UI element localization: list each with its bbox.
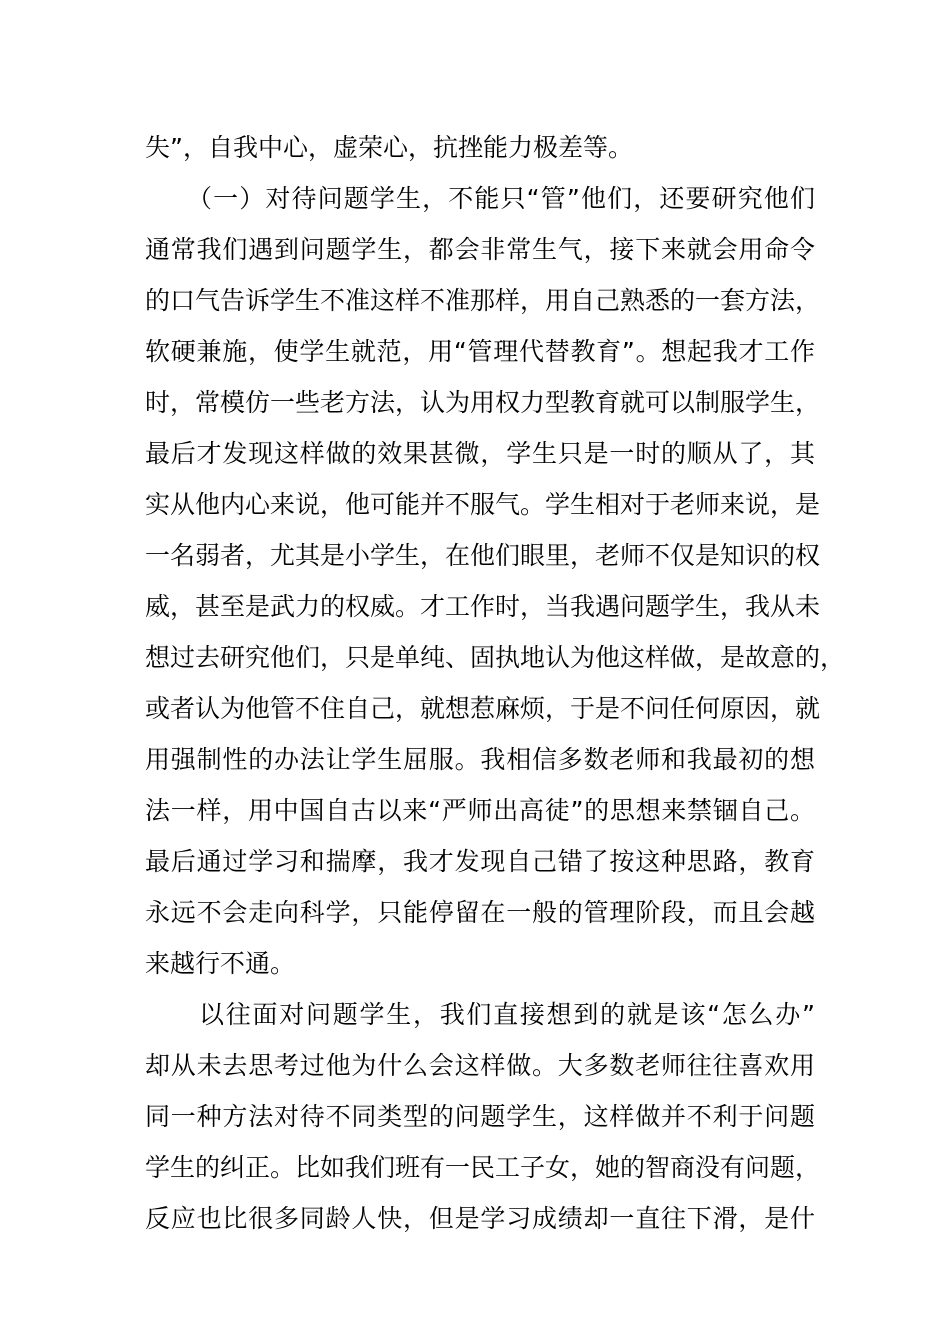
- text-line: 永远不会走向科学，只能停留在一般的管理阶段，而且会越: [145, 898, 815, 927]
- text-line: 或者认为他管不住自己，就想惹麻烦，于是不问任何原因，就: [145, 694, 821, 723]
- text-line: 反应也比很多同龄人快，但是学习成绩却一直往下滑，是什: [145, 1204, 815, 1233]
- text-line: 软硬兼施，使学生就范，用“管理代替教育”。想起我才工作: [145, 337, 815, 366]
- text-line: 却从未去思考过他为什么会这样做。大多数老师往往喜欢用: [145, 1051, 815, 1080]
- text-line: 威，甚至是武力的权威。才工作时，当我遇问题学生，我从未: [145, 592, 821, 621]
- text-line: 的口气告诉学生不准这样不准那样，用自己熟悉的一套方法，: [145, 286, 821, 315]
- text-line: 最后才发现这样做的效果甚微，学生只是一时的顺从了，其: [145, 439, 815, 468]
- body-text: [145, 128, 846, 1250]
- paragraph-start-line: 以往面对问题学生，我们直接想到的就是该“怎么办”: [199, 1000, 815, 1029]
- text-line: 用强制性的办法让学生屈服。我相信多数老师和我最初的想: [145, 745, 815, 774]
- text-line: 实从他内心来说，他可能并不服气。学生相对于老师来说，是: [145, 490, 821, 519]
- text-line: 失”，自我中心，虚荣心，抗挫能力极差等。: [145, 133, 633, 162]
- text-line: 法一样，用中国自古以来“严师出高徒”的思想来禁锢自己。: [145, 796, 815, 825]
- text-line: 学生的纠正。比如我们班有一民工子女，她的智商没有问题，: [145, 1153, 821, 1182]
- text-line: 一名弱者，尤其是小学生，在他们眼里，老师不仅是知识的权: [145, 541, 821, 570]
- text-line: 时，常模仿一些老方法，认为用权力型教育就可以制服学生，: [145, 388, 821, 417]
- text-line: 最后通过学习和揣摩，我才发现自己错了按这种思路，教育: [145, 847, 815, 876]
- text-line: 想过去研究他们，只是单纯、固执地认为他这样做，是故意的，: [145, 643, 846, 672]
- section-heading: （一）对待问题学生，不能只“管”他们，还要研究他们: [187, 184, 815, 213]
- text-line: 来越行不通。: [145, 949, 296, 978]
- text-line: 通常我们遇到问题学生，都会非常生气，接下来就会用命令: [145, 235, 815, 264]
- text-line: 同一种方法对待不同类型的问题学生，这样做并不利于问题: [145, 1102, 815, 1131]
